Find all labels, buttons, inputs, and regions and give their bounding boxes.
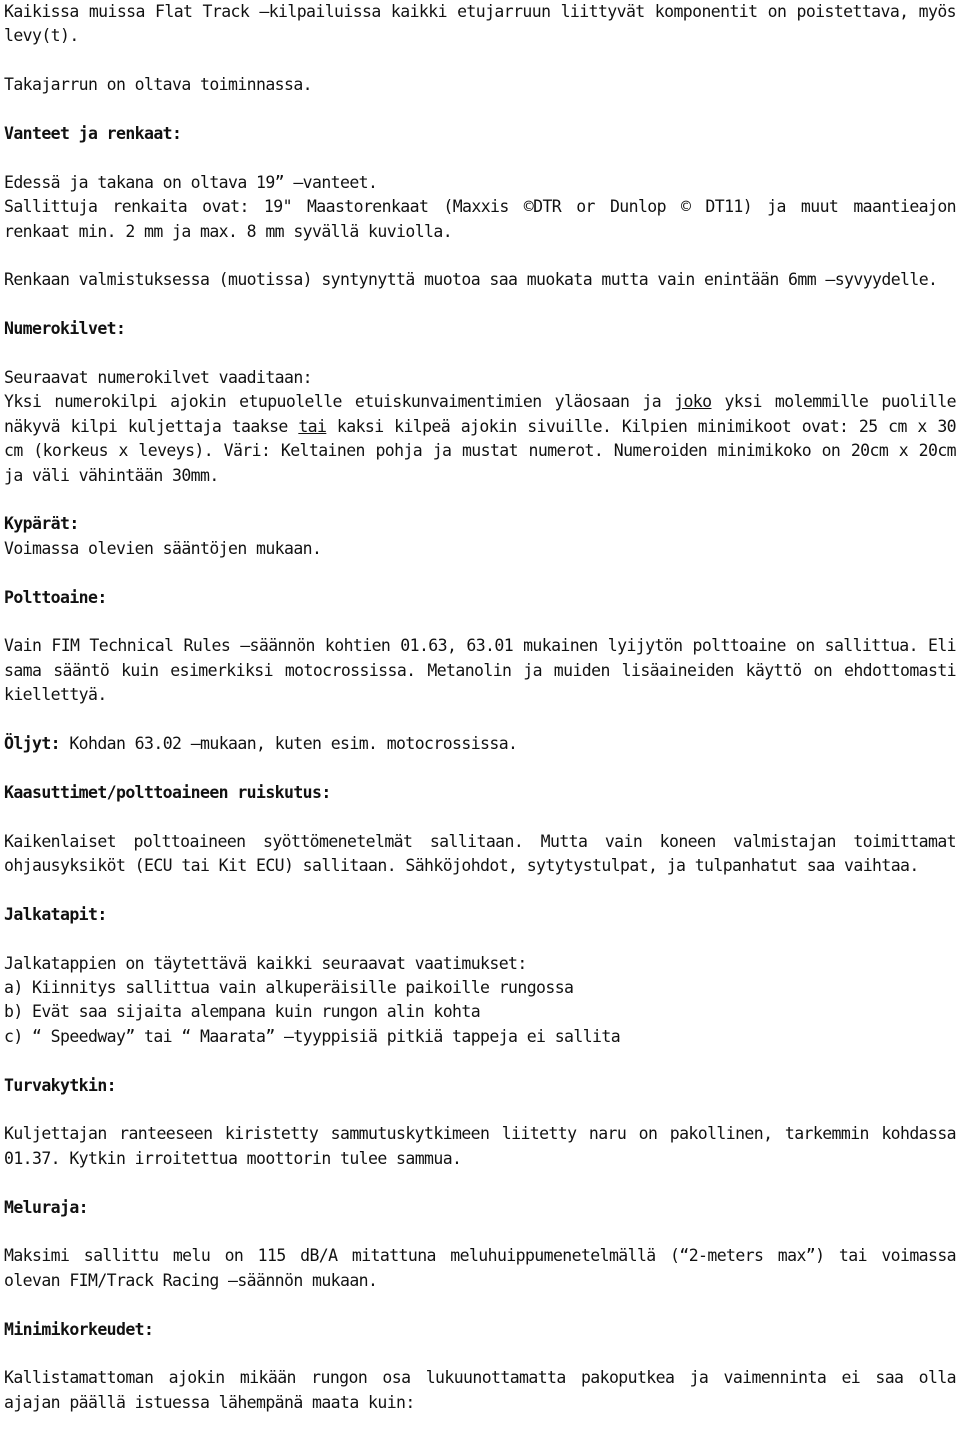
carbs-heading: Kaasuttimet/polttoaineen ruiskutus: [4, 782, 331, 802]
wheels-rims-text: Edessä ja takana on oltava 19” –vanteet. [4, 172, 378, 192]
plates-heading: Numerokilvet: [4, 319, 126, 339]
wheels-heading: Vanteet ja renkaat: [4, 124, 182, 143]
oils-text: Kohdan 63.02 –mukaan, kuten esim. motocrossissa. [60, 734, 518, 754]
oils-paragraph [4, 732, 956, 756]
helmets-text: Voimassa olevien sääntöjen mukaan. [4, 538, 322, 558]
document-page [4, 0, 956, 1415]
clearance-heading: Minimikorkeudet: [4, 1319, 154, 1339]
oils-heading: Öljyt: [4, 734, 61, 754]
footpegs-intro: Jalkatappien on täytettävä kaikki seuraavat vaatimukset: [4, 953, 527, 973]
list-item: b) Evät saa sijaita alempana kuin rungon alin kohta [4, 1002, 481, 1022]
rear-brake-paragraph: Takajarrun on oltava toiminnassa. [4, 75, 313, 95]
plates-intro: Seuraavat numerokilvet vaaditaan: [4, 368, 313, 387]
list-item: c) “ Speedway” tai “ Maarata” –tyyppisiä pitkiä tappeja ei sallita [4, 1026, 621, 1046]
clearance-text: Kallistamattoman ajokin mikään rungon osa lukuunottamatta pakoputkea ja vaimenninta ei saa olla ajajan päällä istuessa lähempänä maata kuin: [4, 1368, 956, 1412]
killswitch-heading: Turvakytkin: [4, 1075, 117, 1095]
killswitch-text: Kuljettajan ranteeseen kiristetty sammutuskytkimeen liitetty naru on pakollinen, tarkemmin kohdassa 01.37. Kytkin irroitettua moottorin tulee sammua. [4, 1124, 956, 1168]
list-item: a) Kiinnitys sallittua vain alkuperäisille paikoille rungossa [4, 978, 574, 998]
wheels-mould-text: Renkaan valmistuksessa (muotissa) syntynyttä muotoa saa muokata mutta vain enintään 6mm –syvyydelle. [4, 270, 938, 290]
footpegs-list [4, 952, 956, 1050]
noise-heading: Meluraja: [4, 1197, 89, 1217]
fuel-text: Vain FIM Technical Rules –säännön kohtien 01.63, 63.01 mukainen lyijytön polttoaine on sallittua. Eli sama sääntö kuin esimerkiksi motocrossissa. Metanolin ja muiden lisäaineiden käyttö on ehdottomasti kiellettyä. [4, 636, 956, 705]
brakes-paragraph: Kaikissa muissa Flat Track –kilpailuissa kaikki etujarruun liittyvät komponentit on poistettava, myös levy(t). [4, 2, 956, 46]
noise-text: Maksimi sallittu melu on 115 dB/A mitattuna meluhuippumenetelmällä (“2-meters max”) tai voimassa olevan FIM/Track Racing –säännön mukaan. [4, 1246, 956, 1290]
footpegs-heading: Jalkatapit: [4, 904, 107, 924]
fuel-heading: Polttoaine: [4, 587, 107, 607]
plates-paragraph: Yksi numerokilpi ajokin etupuolelle etuiskunvaimentimien yläosaan ja joko yksi molemmille puolille näkyvä kilpi kuljettaja taakse tai kaksi kilpeä ajokin sivuille. Kilpien minimikoot ovat: 25 cm x 30 cm (korkeus x leveys). Väri: Keltainen pohja ja mustat numerot. Numeroiden minimikoko on 20cm x 20cm ja väli vähintään 30mm. [4, 392, 956, 485]
wheels-tyres-text: Sallittuja renkaita ovat: 19" Maastorenkaat (Maxxis ©DTR or Dunlop © DT11) ja muut maantieajon renkaat min. 2 mm ja max. 8 mm syvällä kuviolla. [4, 197, 956, 241]
helmets-heading: Kypärät: [4, 514, 79, 534]
carbs-text: Kaikenlaiset polttoaineen syöttömenetelmät sallitaan. Mutta vain koneen valmistajan toimittamat ohjausyksiköt (ECU tai Kit ECU) sallitaan. Sähköjohdot, sytytystulpat, ja tulpanhatut saa vaihtaa. [4, 831, 956, 876]
